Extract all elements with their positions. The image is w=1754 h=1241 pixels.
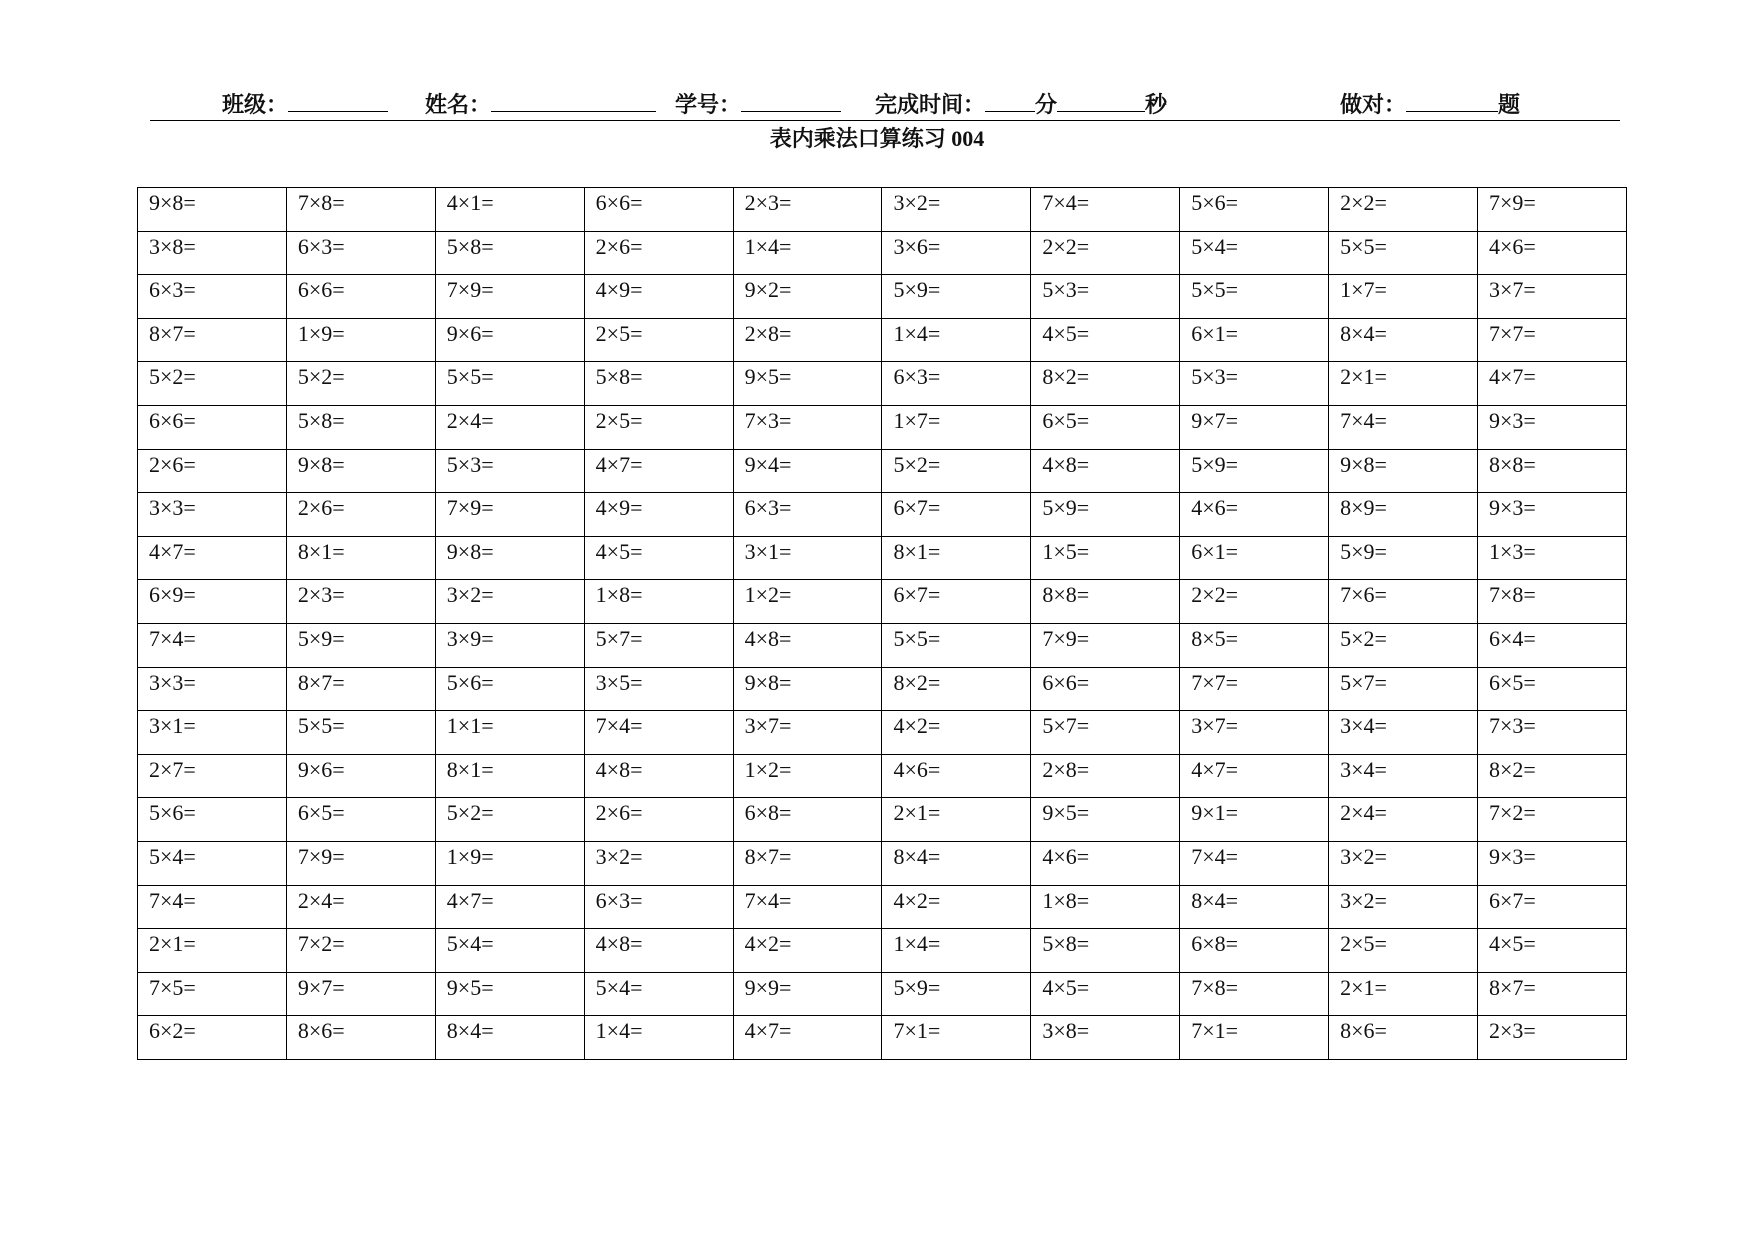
class-label: 班级： <box>222 92 289 117</box>
problem-cell[interactable]: 9×1= <box>1180 798 1329 842</box>
problem-cell[interactable]: 3×7= <box>1478 275 1627 319</box>
table-row <box>138 405 1627 449</box>
problem-cell[interactable]: 6×8= <box>733 798 882 842</box>
problem-cell[interactable]: 5×3= <box>1180 362 1329 406</box>
table-row <box>138 667 1627 711</box>
problem-cell[interactable]: 8×1= <box>435 754 584 798</box>
problem-cell[interactable]: 1×7= <box>1329 275 1478 319</box>
problem-cell[interactable]: 4×6= <box>1031 841 1180 885</box>
problem-cell[interactable]: 9×8= <box>733 667 882 711</box>
problem-cell[interactable]: 9×8= <box>1329 449 1478 493</box>
problem-cell[interactable]: 3×2= <box>435 580 584 624</box>
table-row <box>138 754 1627 798</box>
problem-cell[interactable]: 4×8= <box>733 623 882 667</box>
problem-cell[interactable]: 2×6= <box>584 231 733 275</box>
question-label: 题 <box>1498 92 1521 117</box>
problem-cell[interactable]: 7×8= <box>286 188 435 232</box>
problem-cell[interactable]: 7×9= <box>435 493 584 537</box>
problem-cell[interactable]: 2×3= <box>286 580 435 624</box>
problem-cell[interactable]: 3×3= <box>138 493 287 537</box>
problem-cell[interactable]: 1×8= <box>584 580 733 624</box>
problem-cell[interactable]: 3×2= <box>1329 841 1478 885</box>
table-row <box>138 231 1627 275</box>
problem-cell[interactable]: 1×5= <box>1031 536 1180 580</box>
problem-cell[interactable]: 5×4= <box>138 841 287 885</box>
problem-cell[interactable]: 4×6= <box>882 754 1031 798</box>
problem-cell[interactable]: 9×7= <box>1180 405 1329 449</box>
problem-cell[interactable]: 3×3= <box>138 667 287 711</box>
problem-cell[interactable]: 4×2= <box>882 885 1031 929</box>
problem-cell[interactable]: 9×3= <box>1478 405 1627 449</box>
problem-cell[interactable]: 6×7= <box>1478 885 1627 929</box>
problem-cell[interactable]: 7×4= <box>1180 841 1329 885</box>
problem-cell[interactable]: 6×3= <box>584 885 733 929</box>
problem-cell[interactable]: 4×9= <box>584 493 733 537</box>
problem-cell[interactable]: 5×9= <box>882 972 1031 1016</box>
correct-label: 做对： <box>1340 92 1407 117</box>
problem-cell[interactable]: 3×2= <box>882 188 1031 232</box>
name-label: 姓名： <box>425 92 492 117</box>
problem-cell[interactable]: 8×2= <box>1031 362 1180 406</box>
problem-cell[interactable]: 2×4= <box>435 405 584 449</box>
problem-cell[interactable]: 5×3= <box>1031 275 1180 319</box>
problem-cell[interactable]: 2×5= <box>1329 929 1478 973</box>
problem-cell[interactable]: 5×2= <box>435 798 584 842</box>
minute-label: 分 <box>1035 92 1058 117</box>
name-blank[interactable] <box>491 91 656 112</box>
problem-cell[interactable]: 5×4= <box>584 972 733 1016</box>
problem-cell[interactable]: 8×5= <box>1180 623 1329 667</box>
problem-cell[interactable]: 6×1= <box>1180 536 1329 580</box>
table-row <box>138 580 1627 624</box>
problem-cell[interactable]: 7×9= <box>286 841 435 885</box>
problem-cell[interactable]: 8×4= <box>1180 885 1329 929</box>
table-row <box>138 318 1627 362</box>
problem-cell[interactable]: 7×2= <box>286 929 435 973</box>
problem-cell[interactable]: 5×5= <box>286 711 435 755</box>
problem-cell[interactable]: 8×1= <box>286 536 435 580</box>
problem-cell[interactable]: 2×4= <box>286 885 435 929</box>
problem-cell[interactable]: 3×7= <box>1180 711 1329 755</box>
problem-cell[interactable]: 1×4= <box>584 1016 733 1060</box>
problem-cell[interactable]: 1×2= <box>733 580 882 624</box>
problem-cell[interactable]: 3×7= <box>733 711 882 755</box>
problem-cell[interactable]: 5×6= <box>1180 188 1329 232</box>
problem-cell[interactable]: 3×5= <box>584 667 733 711</box>
problem-cell[interactable]: 1×4= <box>733 231 882 275</box>
problem-cell[interactable]: 2×8= <box>1031 754 1180 798</box>
problem-cell[interactable]: 2×5= <box>584 405 733 449</box>
table-row <box>138 798 1627 842</box>
name-field[interactable] <box>425 90 656 120</box>
problem-cell[interactable]: 3×8= <box>138 231 287 275</box>
problem-cell[interactable]: 9×5= <box>1031 798 1180 842</box>
problem-cell[interactable]: 6×3= <box>733 493 882 537</box>
problem-cell[interactable]: 6×3= <box>882 362 1031 406</box>
problem-cell[interactable]: 6×6= <box>584 188 733 232</box>
problem-cell[interactable]: 8×7= <box>138 318 287 362</box>
table-row <box>138 536 1627 580</box>
problem-cell[interactable]: 1×4= <box>882 318 1031 362</box>
problem-cell[interactable]: 8×2= <box>882 667 1031 711</box>
problem-cell[interactable]: 6×9= <box>138 580 287 624</box>
problem-cell[interactable]: 8×2= <box>1478 754 1627 798</box>
problem-cell[interactable]: 7×5= <box>138 972 287 1016</box>
problem-cell[interactable]: 7×7= <box>1478 318 1627 362</box>
problem-cell[interactable]: 6×6= <box>138 405 287 449</box>
class-blank[interactable] <box>288 91 388 112</box>
problem-cell[interactable]: 8×8= <box>1031 580 1180 624</box>
problem-cell[interactable]: 7×1= <box>1180 1016 1329 1060</box>
problem-cell[interactable]: 9×5= <box>733 362 882 406</box>
problem-cell[interactable]: 2×1= <box>1329 972 1478 1016</box>
problem-cell[interactable]: 4×2= <box>882 711 1031 755</box>
problem-cell[interactable]: 5×8= <box>435 231 584 275</box>
problem-table <box>137 187 1627 1060</box>
problem-cell[interactable]: 5×8= <box>286 405 435 449</box>
worksheet-header <box>150 90 1620 121</box>
problem-cell[interactable]: 5×4= <box>435 929 584 973</box>
problem-cell[interactable]: 4×7= <box>733 1016 882 1060</box>
problem-cell[interactable]: 5×6= <box>138 798 287 842</box>
problem-cell[interactable]: 2×6= <box>138 449 287 493</box>
problem-cell[interactable]: 7×4= <box>584 711 733 755</box>
problem-cell[interactable]: 9×2= <box>733 275 882 319</box>
table-row <box>138 972 1627 1016</box>
second-blank[interactable] <box>1057 91 1145 112</box>
table-row <box>138 188 1627 232</box>
problem-cell[interactable]: 9×8= <box>286 449 435 493</box>
student-id-field[interactable] <box>675 90 841 120</box>
problem-cell[interactable]: 5×5= <box>1329 231 1478 275</box>
problem-cell[interactable]: 7×6= <box>1329 580 1478 624</box>
problem-cell[interactable]: 1×9= <box>435 841 584 885</box>
problem-cell[interactable]: 5×2= <box>138 362 287 406</box>
problem-cell[interactable]: 5×7= <box>1031 711 1180 755</box>
problem-cell[interactable]: 1×8= <box>1031 885 1180 929</box>
problem-cell[interactable]: 8×9= <box>1329 493 1478 537</box>
problem-cell[interactable]: 3×8= <box>1031 1016 1180 1060</box>
problem-cell[interactable]: 6×3= <box>138 275 287 319</box>
problem-cell[interactable]: 9×6= <box>286 754 435 798</box>
problem-cell[interactable]: 9×8= <box>435 536 584 580</box>
problem-cell[interactable]: 2×2= <box>1031 231 1180 275</box>
problem-cell[interactable]: 5×9= <box>1329 536 1478 580</box>
problem-cell[interactable]: 7×4= <box>1329 405 1478 449</box>
problem-cell[interactable]: 9×8= <box>138 188 287 232</box>
problem-cell[interactable]: 7×9= <box>1031 623 1180 667</box>
problem-cell[interactable]: 2×1= <box>1329 362 1478 406</box>
problem-cell[interactable]: 4×2= <box>733 929 882 973</box>
problem-cell[interactable]: 6×5= <box>1031 405 1180 449</box>
problem-cell[interactable]: 8×6= <box>1329 1016 1478 1060</box>
page-title: 表内乘法口算练习 004 <box>769 126 985 151</box>
problem-cell[interactable]: 8×1= <box>882 536 1031 580</box>
problem-cell[interactable]: 9×4= <box>733 449 882 493</box>
problem-cell[interactable]: 4×7= <box>584 449 733 493</box>
correct-blank[interactable] <box>1406 91 1498 112</box>
problem-cell[interactable]: 4×8= <box>584 754 733 798</box>
table-row <box>138 885 1627 929</box>
problem-cell[interactable]: 1×7= <box>882 405 1031 449</box>
problem-cell[interactable]: 3×4= <box>1329 711 1478 755</box>
problem-cell[interactable]: 5×8= <box>1031 929 1180 973</box>
problem-cell[interactable]: 7×9= <box>435 275 584 319</box>
problem-cell[interactable]: 6×5= <box>1478 667 1627 711</box>
problem-cell[interactable]: 6×6= <box>286 275 435 319</box>
problem-cell[interactable]: 4×7= <box>138 536 287 580</box>
problem-cell[interactable]: 5×5= <box>1180 275 1329 319</box>
problem-cell[interactable]: 7×2= <box>1478 798 1627 842</box>
problem-cell[interactable]: 9×6= <box>435 318 584 362</box>
second-label: 秒 <box>1145 92 1168 117</box>
problem-cell[interactable]: 7×4= <box>138 623 287 667</box>
problem-cell[interactable]: 4×5= <box>1031 972 1180 1016</box>
student-id-blank[interactable] <box>741 91 841 112</box>
problem-cell[interactable]: 2×5= <box>584 318 733 362</box>
problem-cell[interactable]: 5×5= <box>882 623 1031 667</box>
problem-cell[interactable]: 4×7= <box>435 885 584 929</box>
problem-cell[interactable]: 7×4= <box>1031 188 1180 232</box>
problem-cell[interactable]: 3×1= <box>138 711 287 755</box>
problem-cell[interactable]: 6×7= <box>882 580 1031 624</box>
problem-cell[interactable]: 5×7= <box>1329 667 1478 711</box>
problem-cell[interactable]: 7×9= <box>1478 188 1627 232</box>
problem-cell[interactable]: 6×5= <box>286 798 435 842</box>
problem-cell[interactable]: 8×6= <box>286 1016 435 1060</box>
table-row <box>138 275 1627 319</box>
problem-cell[interactable]: 4×1= <box>435 188 584 232</box>
problem-cell[interactable]: 6×6= <box>1031 667 1180 711</box>
problem-cell[interactable]: 3×2= <box>1329 885 1478 929</box>
class-field[interactable] <box>222 90 388 120</box>
problem-cell[interactable]: 2×3= <box>1478 1016 1627 1060</box>
problem-cell[interactable]: 2×2= <box>1329 188 1478 232</box>
problem-cell[interactable]: 9×5= <box>435 972 584 1016</box>
student-id-label: 学号： <box>675 92 742 117</box>
problem-cell[interactable]: 8×4= <box>435 1016 584 1060</box>
problem-cell[interactable]: 5×6= <box>435 667 584 711</box>
problem-cell[interactable]: 4×8= <box>1031 449 1180 493</box>
problem-cell[interactable]: 5×9= <box>882 275 1031 319</box>
time-field[interactable] <box>875 90 1167 120</box>
problem-cell[interactable]: 4×7= <box>1478 362 1627 406</box>
problem-cell[interactable]: 4×5= <box>584 536 733 580</box>
problem-cell[interactable]: 7×4= <box>733 885 882 929</box>
problem-cell[interactable]: 5×7= <box>584 623 733 667</box>
table-row <box>138 929 1627 973</box>
problem-cell[interactable]: 7×4= <box>138 885 287 929</box>
table-row <box>138 362 1627 406</box>
problem-cell[interactable]: 4×7= <box>1180 754 1329 798</box>
problem-cell[interactable]: 6×7= <box>882 493 1031 537</box>
problem-cell[interactable]: 8×7= <box>733 841 882 885</box>
correct-field[interactable] <box>1340 90 1520 120</box>
problem-cell[interactable]: 7×1= <box>882 1016 1031 1060</box>
problem-cell[interactable]: 7×7= <box>1180 667 1329 711</box>
problem-cell[interactable]: 8×7= <box>286 667 435 711</box>
problem-cell[interactable]: 9×7= <box>286 972 435 1016</box>
problem-cell[interactable]: 2×1= <box>882 798 1031 842</box>
problem-cell[interactable]: 7×3= <box>1478 711 1627 755</box>
minute-blank[interactable] <box>985 91 1035 112</box>
problem-cell[interactable]: 8×4= <box>1329 318 1478 362</box>
problem-cell[interactable]: 5×2= <box>1329 623 1478 667</box>
problem-cell[interactable]: 1×4= <box>882 929 1031 973</box>
problem-cell[interactable]: 3×1= <box>733 536 882 580</box>
problem-cell[interactable]: 3×4= <box>1329 754 1478 798</box>
table-row <box>138 841 1627 885</box>
problem-cell[interactable]: 2×2= <box>1180 580 1329 624</box>
problem-cell[interactable]: 4×5= <box>1031 318 1180 362</box>
problem-cell[interactable]: 8×7= <box>1478 972 1627 1016</box>
table-row <box>138 623 1627 667</box>
problem-cell[interactable]: 7×8= <box>1180 972 1329 1016</box>
problem-cell[interactable]: 6×2= <box>138 1016 287 1060</box>
problem-cell[interactable]: 3×6= <box>882 231 1031 275</box>
problem-cell[interactable]: 6×3= <box>286 231 435 275</box>
problem-cell[interactable]: 2×6= <box>286 493 435 537</box>
problem-cell[interactable]: 1×2= <box>733 754 882 798</box>
problem-cell[interactable]: 1×9= <box>286 318 435 362</box>
problem-cell[interactable]: 6×1= <box>1180 318 1329 362</box>
problem-cell[interactable]: 7×8= <box>1478 580 1627 624</box>
problem-cell[interactable]: 9×3= <box>1478 493 1627 537</box>
problem-cell[interactable]: 5×9= <box>1031 493 1180 537</box>
time-label: 完成时间： <box>875 92 986 117</box>
problem-cell[interactable]: 3×9= <box>435 623 584 667</box>
problem-cell[interactable]: 5×2= <box>882 449 1031 493</box>
problem-cell[interactable]: 2×3= <box>733 188 882 232</box>
problem-cell[interactable]: 4×8= <box>584 929 733 973</box>
problem-cell[interactable]: 4×9= <box>584 275 733 319</box>
problem-cell[interactable]: 4×5= <box>1478 929 1627 973</box>
problem-cell[interactable]: 2×8= <box>733 318 882 362</box>
problem-cell[interactable]: 2×6= <box>584 798 733 842</box>
table-row <box>138 1016 1627 1060</box>
problem-cell[interactable]: 7×3= <box>733 405 882 449</box>
problem-cell[interactable]: 6×4= <box>1478 623 1627 667</box>
table-row <box>138 493 1627 537</box>
problem-cell[interactable]: 9×9= <box>733 972 882 1016</box>
table-row <box>138 711 1627 755</box>
problem-cell[interactable]: 8×8= <box>1478 449 1627 493</box>
problem-cell[interactable]: 2×7= <box>138 754 287 798</box>
problem-cell[interactable]: 1×3= <box>1478 536 1627 580</box>
problem-cell[interactable]: 1×1= <box>435 711 584 755</box>
problem-cell[interactable]: 8×4= <box>882 841 1031 885</box>
problem-cell[interactable]: 4×6= <box>1478 231 1627 275</box>
problem-cell[interactable]: 3×2= <box>584 841 733 885</box>
problem-cell[interactable]: 4×6= <box>1180 493 1329 537</box>
problem-cell[interactable]: 2×1= <box>138 929 287 973</box>
problem-cell[interactable]: 2×4= <box>1329 798 1478 842</box>
problem-cell[interactable]: 5×2= <box>286 362 435 406</box>
table-row <box>138 449 1627 493</box>
problem-cell[interactable]: 5×9= <box>1180 449 1329 493</box>
problem-cell[interactable]: 9×3= <box>1478 841 1627 885</box>
problem-cell[interactable]: 5×8= <box>584 362 733 406</box>
problem-cell[interactable]: 5×5= <box>435 362 584 406</box>
problem-cell[interactable]: 5×3= <box>435 449 584 493</box>
problem-cell[interactable]: 5×4= <box>1180 231 1329 275</box>
problem-cell[interactable]: 6×8= <box>1180 929 1329 973</box>
problem-cell[interactable]: 5×9= <box>286 623 435 667</box>
